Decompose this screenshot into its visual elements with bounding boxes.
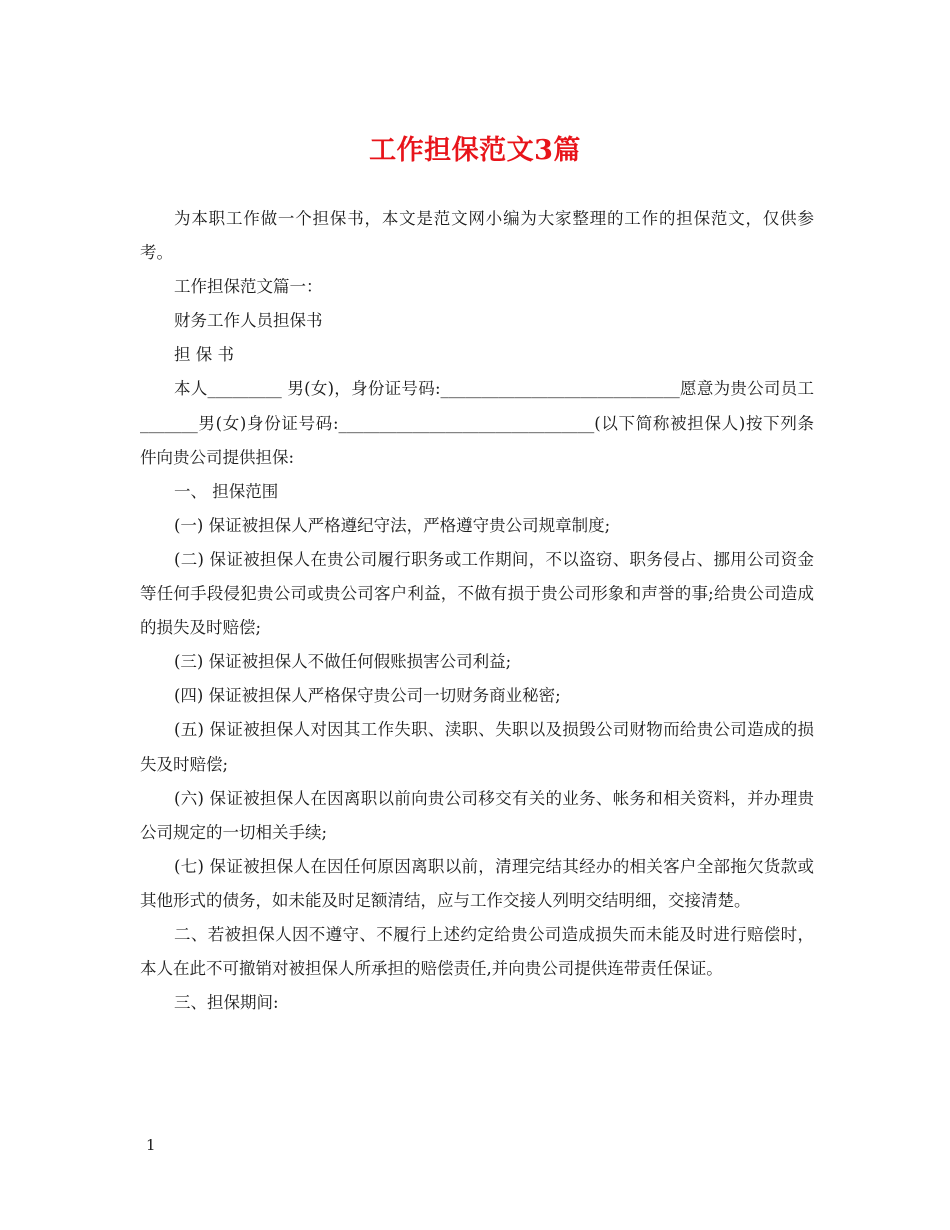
clause-heading: 三、担保期间: (174, 993, 279, 1013)
clause-item: (六) 保证被担保人在因离职以前向贵公司移交有关的业务、帐务和相关资料，并办理贵公司规定的一切相关手续; (140, 788, 814, 842)
document-body (140, 202, 814, 1020)
guarantee-heading: 担 保 书 (174, 345, 234, 365)
clause-item: (三) 保证被担保人不做任何假账损害公司利益; (174, 652, 512, 672)
section-heading: 工作担保范文篇一： (174, 277, 323, 297)
clause-item: (二) 保证被担保人在贵公司履行职务或工作期间，不以盗窃、职务侵占、挪用公司资金等任何手段侵犯贵公司或贵公司客户利益，不做有损于贵公司形象和声誉的事;给贵公司造成的损失及时赔偿; (140, 549, 814, 638)
clause-item: (七) 保证被担保人在因任何原因离职以前，清理完结其经办的相关客户全部拖欠货款或其他形式的债务，如未能及时足额清结，应与工作交接人列明交结明细，交接清楚。 (140, 856, 814, 910)
clause-item: (四) 保证被担保人严格保守贵公司一切财务商业秘密; (174, 686, 561, 706)
intro-paragraph: 为本职工作做一个担保书，本文是范文网小编为大家整理的工作的担保范文，仅供参考。 (140, 209, 814, 263)
clause-heading: 一、 担保范围 (174, 481, 279, 501)
subtitle: 财务工作人员担保书 (174, 311, 323, 331)
clause-item: (一) 保证被担保人严格遵纪守法，严格遵守贵公司规章制度; (174, 515, 611, 535)
document-title: 工作担保范文3篇 (369, 135, 581, 166)
guarantor-declaration: 本人_________ 男(女)，身份证号码:_____________________________愿意为贵公司员工_______男(女)身份证号码:_______________________________(以下简称被担保人)按下列条件向贵公司提供担保: (140, 379, 814, 467)
clause-paragraph: 二、若被担保人因不遵守、不履行上述约定给贵公司造成损失而未能及时进行赔偿时，本人在此不可撤销对被担保人所承担的赔偿责任,并向贵公司提供连带责任保证。 (140, 924, 814, 979)
page-number: 1 (146, 1136, 156, 1154)
clause-item: (五) 保证被担保人对因其工作失职、渎职、失职以及损毁公司财物而给贵公司造成的损失及时赔偿; (140, 720, 814, 774)
